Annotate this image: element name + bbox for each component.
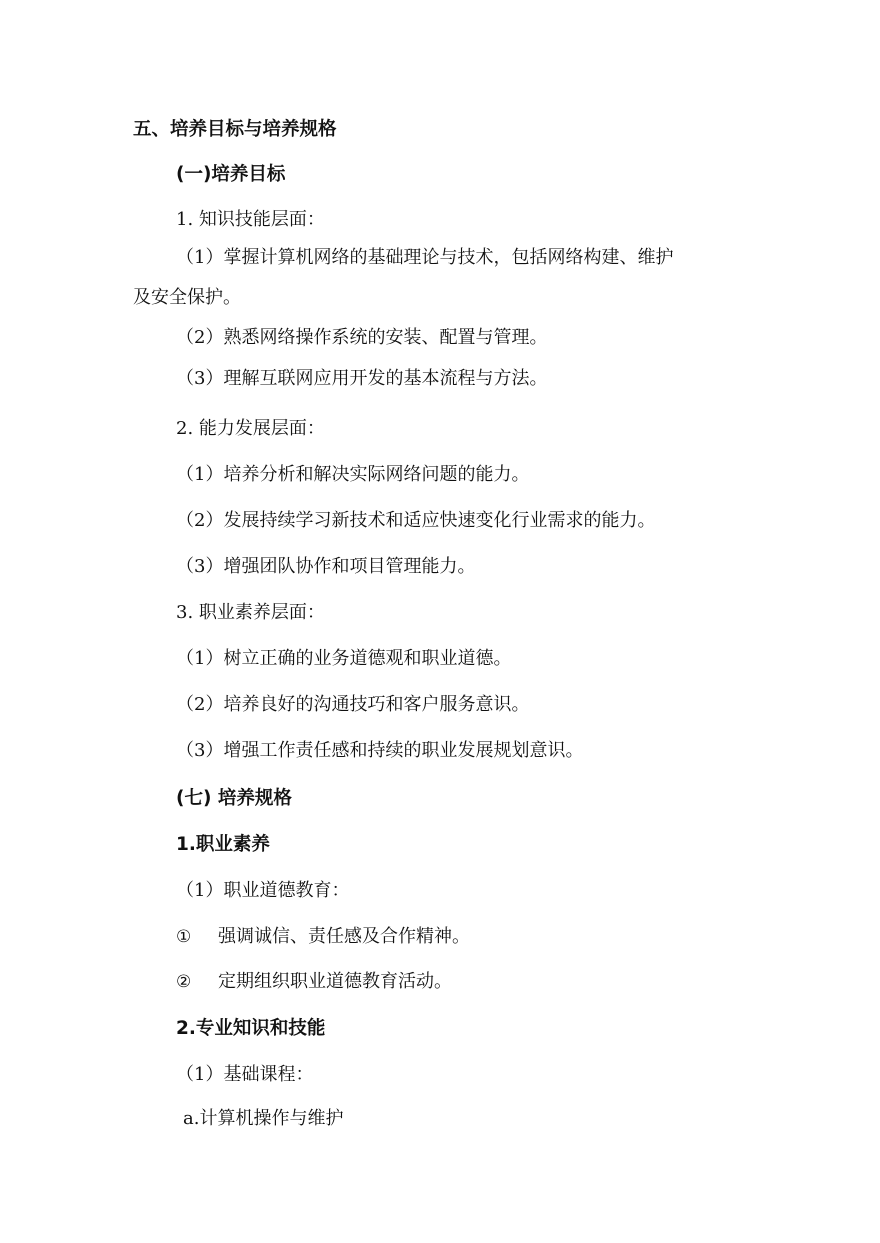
list-heading: 3. 职业素养层面：: [176, 602, 325, 623]
numbered-item: [176, 970, 452, 994]
list-item: （3）增强团队协作和项目管理能力。: [176, 556, 476, 577]
list-item: （1）职业道德教育：: [176, 880, 350, 901]
section-title: 五、培养目标与培养规格: [133, 119, 337, 140]
list-heading: 2. 能力发展层面：: [176, 418, 325, 439]
list-item: （2）培养良好的沟通技巧和客户服务意识。: [176, 694, 530, 715]
spec-heading: 1.职业素养: [176, 834, 270, 855]
item-text: 定期组织职业道德教育活动。: [218, 971, 452, 992]
list-item: （1）基础课程：: [176, 1064, 314, 1085]
circled-number: ①: [176, 927, 192, 947]
spec-heading: 2.专业知识和技能: [176, 1018, 326, 1039]
subsection-heading: (一)培养目标: [176, 164, 286, 185]
circled-number: ②: [176, 972, 192, 992]
list-item-continuation: 及安全保护。: [133, 287, 241, 308]
list-item: （3）理解互联网应用开发的基本流程与方法。: [176, 368, 548, 389]
list-item: （1）树立正确的业务道德观和职业道德。: [176, 648, 512, 669]
list-item: （1）培养分析和解决实际网络问题的能力。: [176, 464, 530, 485]
list-heading: 1. 知识技能层面：: [176, 209, 325, 230]
list-item: （2）熟悉网络操作系统的安装、配置与管理。: [176, 327, 548, 348]
list-item: a.计算机操作与维护: [183, 1108, 344, 1129]
list-item: （1）掌握计算机网络的基础理论与技术，包括网络构建、维护: [176, 247, 674, 268]
item-text: 强调诚信、责任感及合作精神。: [218, 926, 470, 947]
numbered-item: [176, 925, 470, 949]
list-item: （3）增强工作责任感和持续的职业发展规划意识。: [176, 740, 584, 761]
list-item: （2）发展持续学习新技术和适应快速变化行业需求的能力。: [176, 510, 656, 531]
subsection-heading: (七) 培养规格: [176, 788, 292, 809]
